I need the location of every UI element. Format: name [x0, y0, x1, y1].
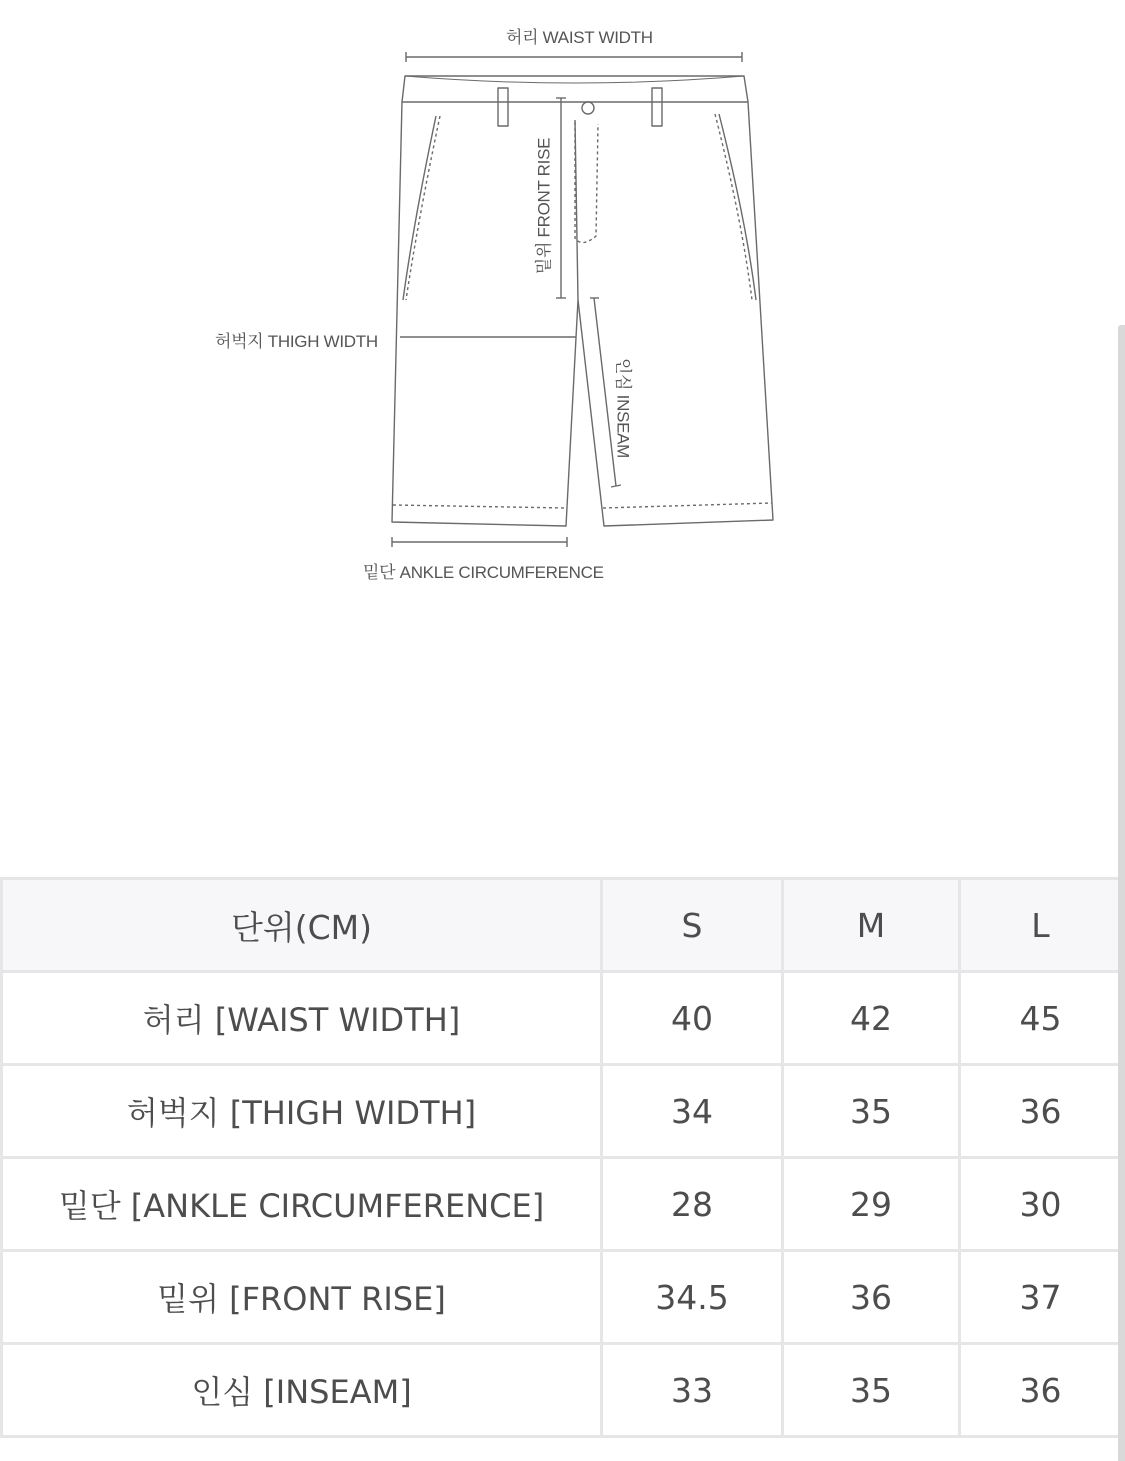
- right-leg-outline: [578, 102, 773, 526]
- cell-value: 35: [783, 1065, 960, 1158]
- waist-label: 허리 WAIST WIDTH: [506, 28, 653, 47]
- table-row: [2, 972, 1122, 1065]
- cell-value: 35: [783, 1344, 960, 1437]
- scrollbar[interactable]: [1118, 325, 1125, 1461]
- size-s-header: S: [602, 879, 783, 972]
- table-row: [2, 1251, 1122, 1344]
- cell-value: 28: [602, 1158, 783, 1251]
- row-label: 허리 [WAIST WIDTH]: [2, 972, 602, 1065]
- row-label: 허벅지 [THIGH WIDTH]: [2, 1065, 602, 1158]
- size-l-header: L: [960, 879, 1122, 972]
- row-label: 밑위 [FRONT RISE]: [2, 1251, 602, 1344]
- cell-value: 34.5: [602, 1251, 783, 1344]
- size-m-header: M: [783, 879, 960, 972]
- ankle-label: 밑단 ANKLE CIRCUMFERENCE: [363, 563, 604, 582]
- inseam-label: 인심 INSEAM: [613, 357, 633, 459]
- cell-value: 36: [783, 1251, 960, 1344]
- belt-loop-left: [498, 88, 508, 126]
- shorts-illustration: [0, 0, 1125, 620]
- button: [582, 102, 594, 114]
- shorts-diagram: [0, 0, 1125, 620]
- cell-value: 37: [960, 1251, 1122, 1344]
- belt-loop-right: [652, 88, 662, 126]
- cell-value: 33: [602, 1344, 783, 1437]
- cell-value: 29: [783, 1158, 960, 1251]
- front-rise-label: 밑위 FRONT RISE: [534, 137, 554, 275]
- table-row: [2, 1344, 1122, 1437]
- cell-value: 42: [783, 972, 960, 1065]
- thigh-label: 허벅지 THIGH WIDTH: [215, 332, 378, 351]
- table-row: [2, 1065, 1122, 1158]
- table-row: [2, 1158, 1122, 1251]
- row-label: 밑단 [ANKLE CIRCUMFERENCE]: [2, 1158, 602, 1251]
- cell-value: 45: [960, 972, 1122, 1065]
- size-table: [0, 877, 1123, 1438]
- cell-value: 34: [602, 1065, 783, 1158]
- cell-value: 36: [960, 1065, 1122, 1158]
- cell-value: 30: [960, 1158, 1122, 1251]
- row-label: 인심 [INSEAM]: [2, 1344, 602, 1437]
- unit-header: 단위(CM): [2, 879, 602, 972]
- table-header-row: [2, 879, 1122, 972]
- cell-value: 36: [960, 1344, 1122, 1437]
- cell-value: 40: [602, 972, 783, 1065]
